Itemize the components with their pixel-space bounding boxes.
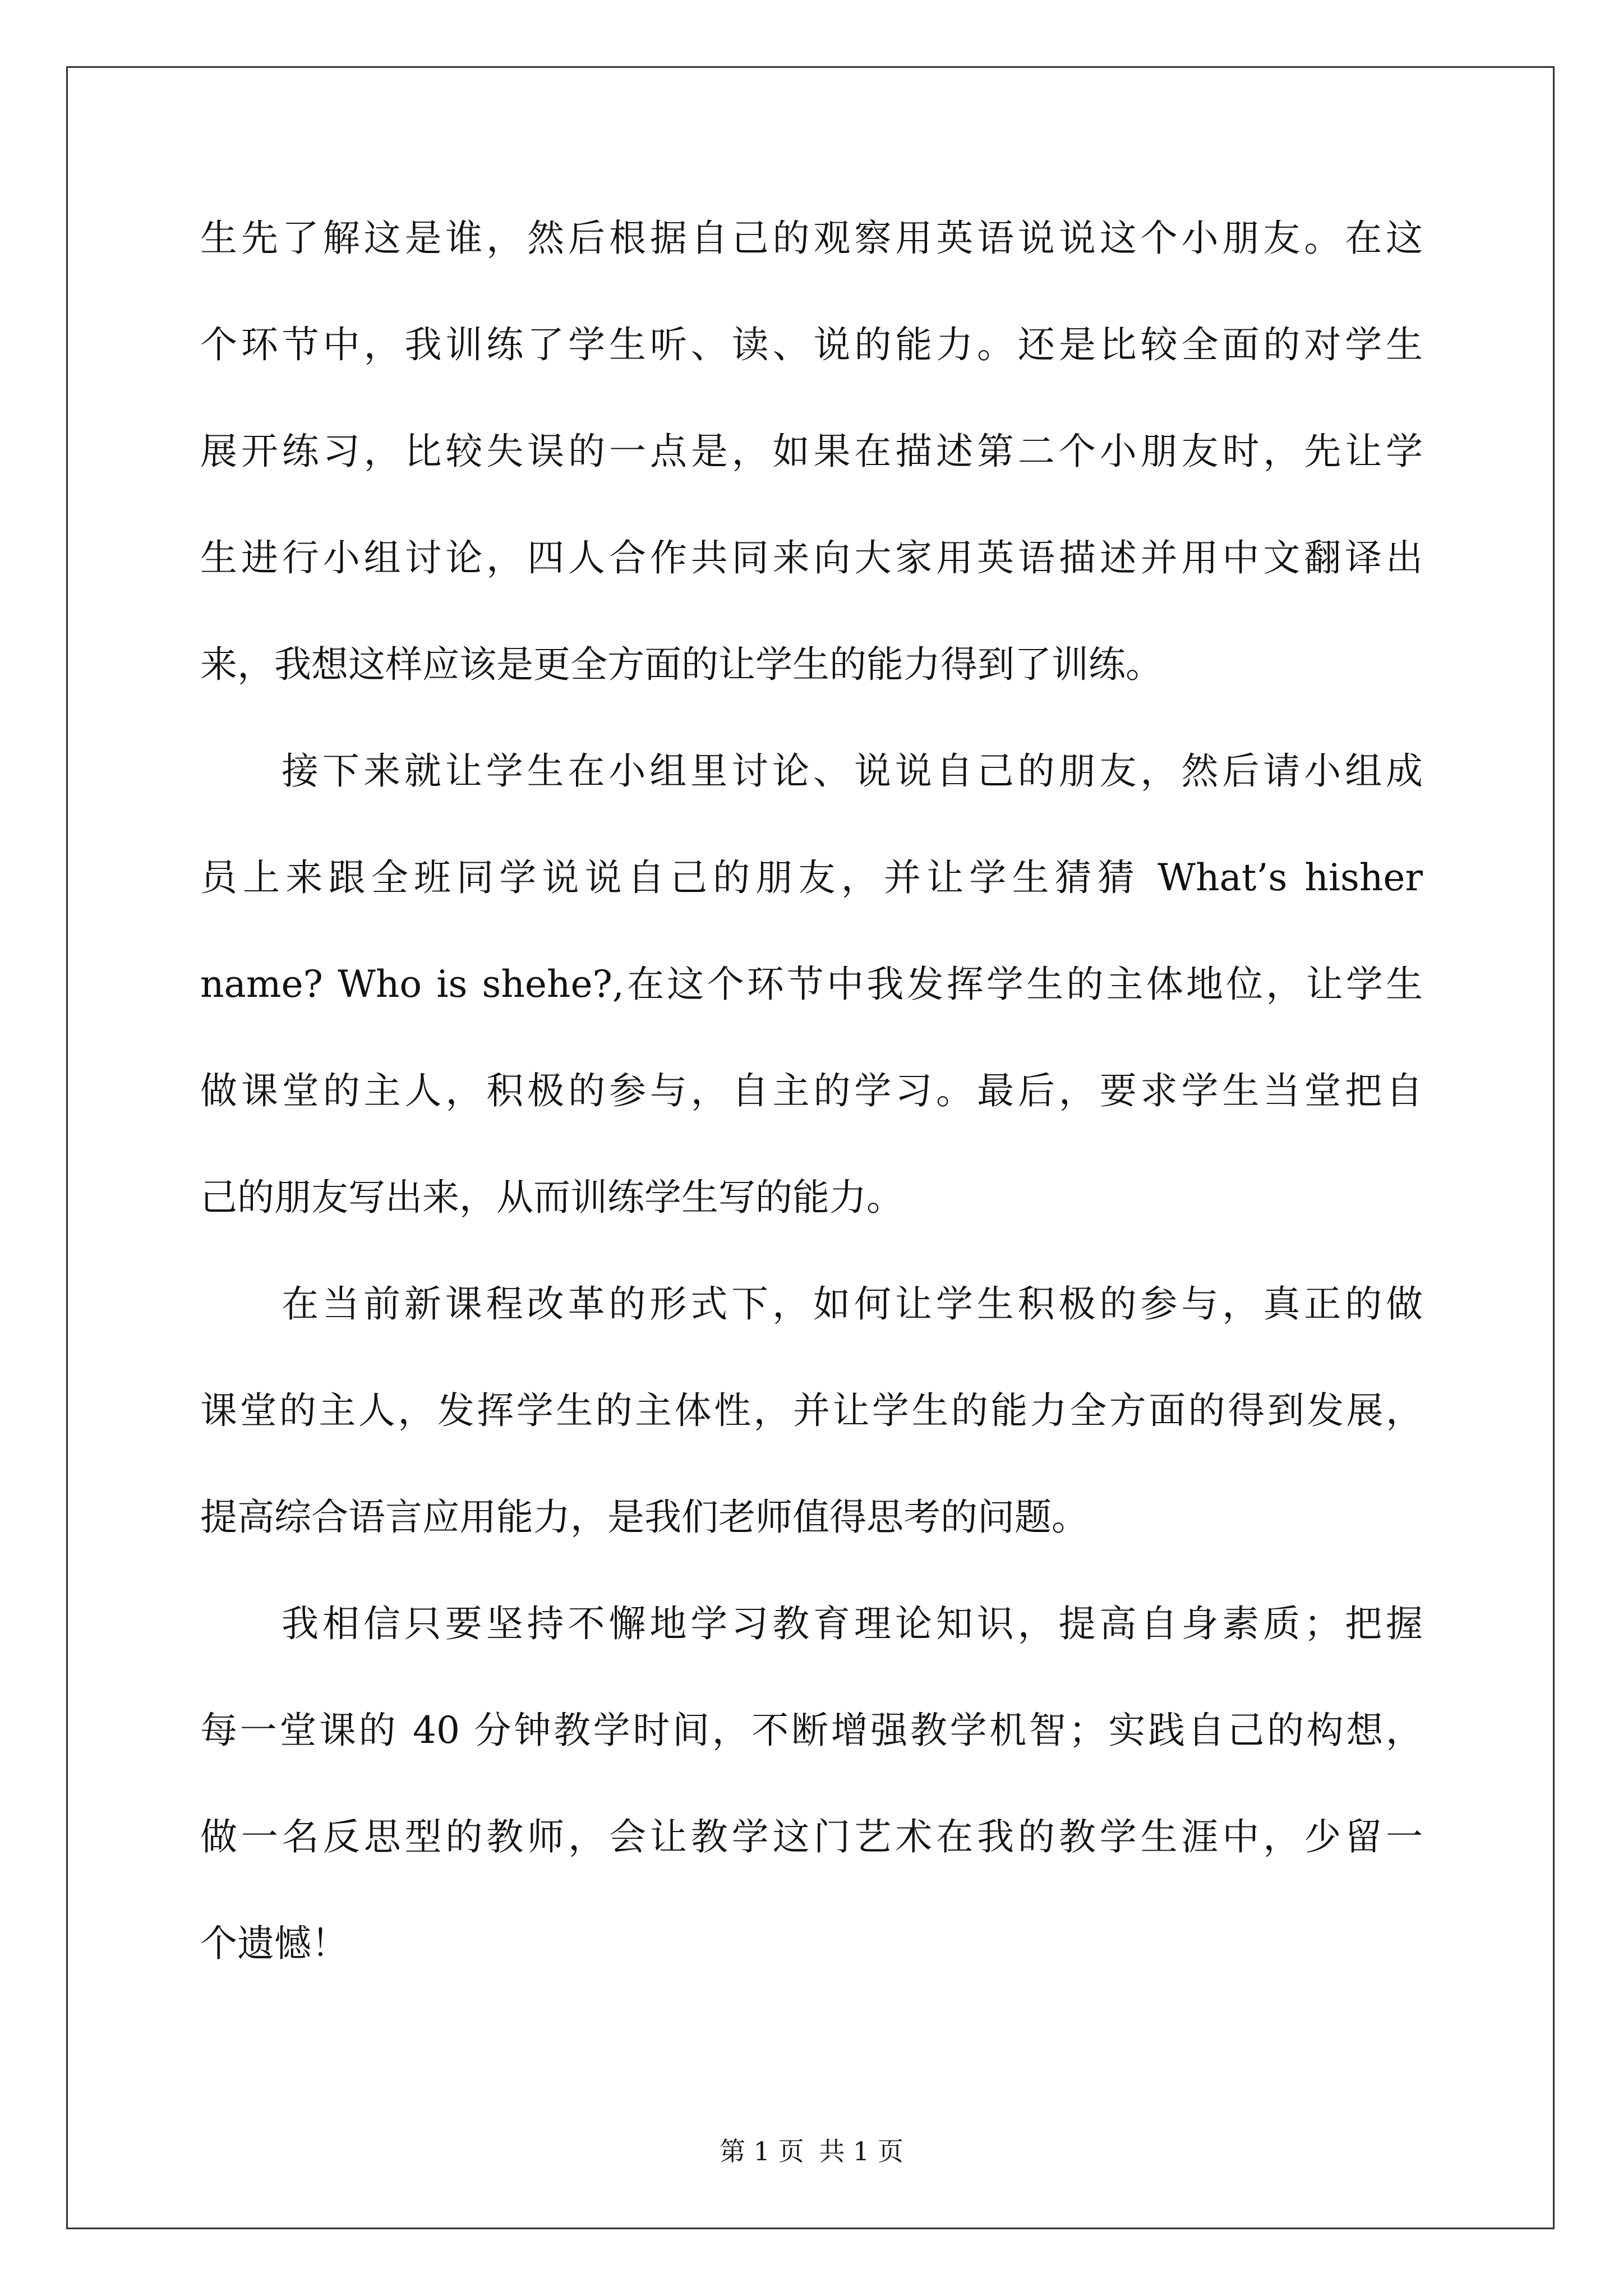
text-line: 生先了解这是谁，然后根据自己的观察用英语说说这个小朋友。在这 [200, 217, 1423, 260]
paragraph-first-line: 我相信只要坚持不懈地学习教育理论知识，提高自身素质；把握 [282, 1602, 1423, 1645]
text-line: 展开练习，比较失误的一点是，如果在描述第二个小朋友时，先让学 [200, 430, 1423, 473]
paragraph-first-line: 在当前新课程改革的形式下，如何让学生积极的参与，真正的做 [282, 1282, 1423, 1326]
text-line: 员上来跟全班同学说说自己的朋友，并让学生猜猜 What’s hisher [200, 856, 1423, 899]
text-line: 来，我想这样应该是更全方面的让学生的能力得到了训练。 [200, 643, 1163, 686]
document-body [200, 210, 1423, 2022]
text-line: 己的朋友写出来，从而训练学生写的能力。 [200, 1176, 903, 1219]
text-line: 生进行小组讨论，四人合作共同来向大家用英语描述并用中文翻译出 [200, 536, 1423, 579]
text-line: name? Who is shehe?,在这个环节中我发挥学生的主体地位，让学生 [200, 963, 1423, 1006]
text-line: 个遗憾！ [200, 1922, 348, 1965]
page-number: 第 1 页 [720, 2136, 804, 2166]
text-line: 个环节中，我训练了学生听、读、说的能力。还是比较全面的对学生 [200, 323, 1423, 366]
text-line: 做课堂的主人，积极的参与，自主的学习。最后，要求学生当堂把自 [200, 1069, 1423, 1112]
text-line: 提高综合语言应用能力，是我们老师值得思考的问题。 [200, 1496, 1089, 1539]
text-line: 做一名反思型的教师，会让教学这门艺术在我的教学生涯中，少留一 [200, 1815, 1423, 1858]
text-line: 课堂的主人，发挥学生的主体性，并让学生的能力全方面的得到发展， [200, 1389, 1423, 1432]
page-total: 共 1 页 [819, 2136, 903, 2166]
text-line: 每一堂课的 40 分钟教学时间，不断增强教学机智；实践自己的构想， [200, 1709, 1423, 1752]
page-footer [0, 2134, 1623, 2168]
paragraph-first-line: 接下来就让学生在小组里讨论、说说自己的朋友，然后请小组成 [282, 749, 1423, 793]
